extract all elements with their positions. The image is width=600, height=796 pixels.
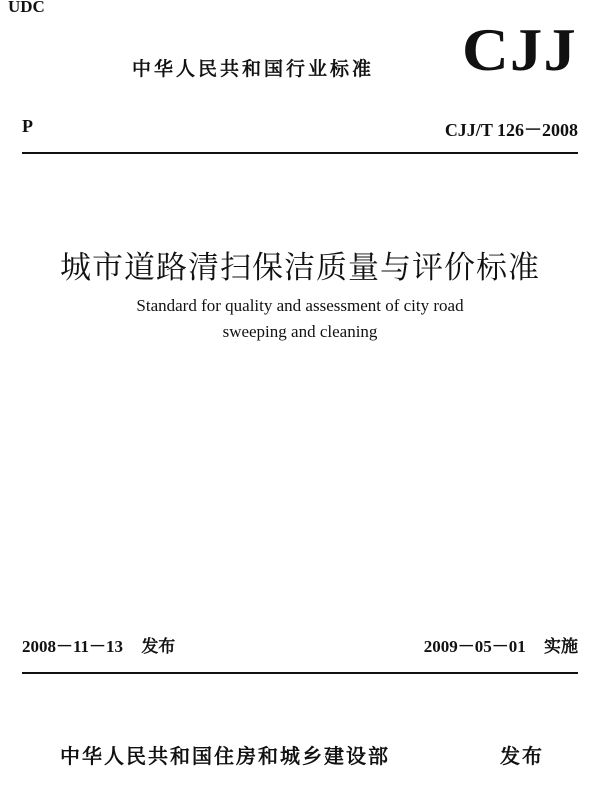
industry-standard-heading: 中华人民共和国行业标准 [132,58,375,80]
publisher-name: 中华人民共和国住房和城乡建设部 [60,744,390,768]
top-divider [22,152,578,154]
title-english [0,293,600,345]
implement-label: 实施 [544,637,578,657]
issue-label: 发布 [141,637,176,657]
implement-date-block [424,632,578,657]
issue-date-block [22,632,175,657]
udc-label: UDC [8,0,45,16]
title-english-line-1: Standard for quality and assessment of city road [136,296,464,315]
title-english-line-2: sweeping and cleaning [222,322,378,341]
bottom-divider [22,672,578,674]
standard-number: CJJ/T 126－2008 [444,120,578,140]
classification-code: P [22,116,33,136]
publish-label: 发布 [500,744,544,768]
title-chinese: 城市道路清扫保洁质量与评价标准 [60,250,540,286]
cjj-logo: CJJ [462,17,577,83]
issue-date: 2008－11－13 [22,637,124,656]
implement-date: 2009－05－01 [423,637,526,656]
